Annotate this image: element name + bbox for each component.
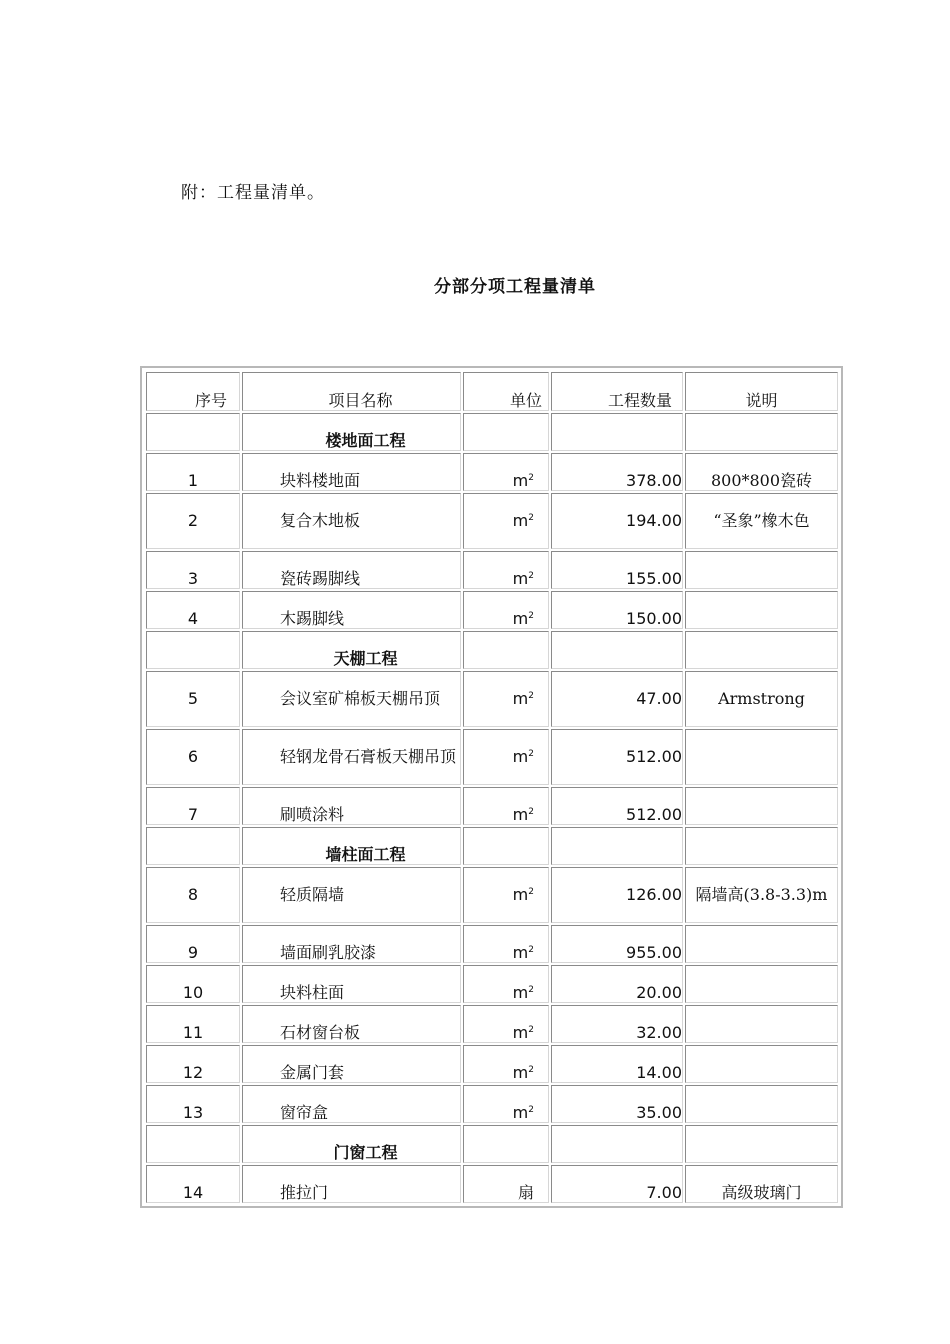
row-qty: 126.00	[551, 867, 683, 923]
row-note	[685, 551, 838, 589]
row-qty: 7.00	[551, 1165, 683, 1203]
section-row	[146, 413, 838, 451]
row-unit	[463, 925, 549, 963]
table-row	[146, 671, 838, 727]
table-row	[146, 925, 838, 963]
row-no: 1	[146, 453, 240, 491]
row-note: 隔墙高(3.8-3.3)m	[685, 867, 838, 923]
row-unit	[463, 867, 549, 923]
unit-base: m	[512, 689, 529, 708]
row-qty: 194.00	[551, 493, 683, 549]
section-qty-cell	[551, 827, 683, 865]
unit-superscript: 2	[528, 945, 534, 955]
row-unit	[463, 591, 549, 629]
row-unit	[463, 1005, 549, 1043]
row-unit: 扇	[463, 1165, 549, 1203]
row-note	[685, 1005, 838, 1043]
row-unit	[463, 551, 549, 589]
section-title: 天棚工程	[242, 631, 461, 669]
section-no-cell	[146, 413, 240, 451]
unit-superscript: 2	[528, 887, 534, 897]
row-note	[685, 1085, 838, 1123]
row-note: “圣象”橡木色	[685, 493, 838, 549]
row-name	[242, 453, 461, 491]
row-qty: 47.00	[551, 671, 683, 727]
section-row	[146, 1125, 838, 1163]
row-unit	[463, 1085, 549, 1123]
section-no-cell	[146, 631, 240, 669]
unit-base: m	[512, 1103, 529, 1122]
section-title: 楼地面工程	[242, 413, 461, 451]
row-no: 7	[146, 787, 240, 825]
row-unit	[463, 965, 549, 1003]
row-no: 3	[146, 551, 240, 589]
row-qty: 955.00	[551, 925, 683, 963]
unit-base: m	[512, 569, 529, 588]
table-row	[146, 1165, 838, 1203]
row-no: 12	[146, 1045, 240, 1083]
row-unit	[463, 787, 549, 825]
row-no: 9	[146, 925, 240, 963]
unit-superscript: 2	[528, 985, 534, 995]
row-qty: 14.00	[551, 1045, 683, 1083]
table-row	[146, 551, 838, 589]
row-note	[685, 787, 838, 825]
row-name-text: 会议室矿棉板天棚吊顶	[280, 689, 441, 708]
row-qty: 378.00	[551, 453, 683, 491]
section-qty-cell	[551, 1125, 683, 1163]
table-row	[146, 493, 838, 549]
row-qty: 512.00	[551, 729, 683, 785]
row-name-text: 石材窗台板	[280, 1023, 361, 1042]
row-no: 8	[146, 867, 240, 923]
row-name-text: 墙面刷乳胶漆	[280, 943, 377, 962]
row-name-text: 轻质隔墙	[280, 885, 345, 904]
row-name	[242, 551, 461, 589]
row-name	[242, 925, 461, 963]
header-note: 说明	[685, 372, 838, 411]
row-unit	[463, 671, 549, 727]
row-name	[242, 787, 461, 825]
row-no: 2	[146, 493, 240, 549]
table-row	[146, 729, 838, 785]
section-qty-cell	[551, 631, 683, 669]
row-name	[242, 591, 461, 629]
row-name-text: 复合木地板	[280, 511, 361, 530]
unit-superscript: 2	[528, 571, 534, 581]
row-no: 6	[146, 729, 240, 785]
section-title: 门窗工程	[242, 1125, 461, 1163]
row-name-text: 块料柱面	[280, 983, 345, 1002]
section-no-cell	[146, 827, 240, 865]
row-name-text: 窗帘盒	[280, 1103, 329, 1122]
row-note	[685, 729, 838, 785]
unit-base: m	[512, 885, 529, 904]
section-unit-cell	[463, 1125, 549, 1163]
row-no: 11	[146, 1005, 240, 1043]
row-note: Armstrong	[685, 671, 838, 727]
row-unit	[463, 493, 549, 549]
unit-base: m	[512, 943, 529, 962]
row-unit	[463, 1045, 549, 1083]
row-name-text: 轻钢龙骨石膏板天棚吊顶	[280, 747, 457, 766]
unit-base: m	[512, 747, 529, 766]
table-row	[146, 1005, 838, 1043]
section-unit-cell	[463, 413, 549, 451]
row-qty: 32.00	[551, 1005, 683, 1043]
unit-superscript: 2	[528, 513, 534, 523]
row-qty: 512.00	[551, 787, 683, 825]
unit-base: m	[512, 805, 529, 824]
unit-superscript: 2	[528, 611, 534, 621]
row-note: 高级玻璃门	[685, 1165, 838, 1203]
row-unit	[463, 729, 549, 785]
row-qty: 150.00	[551, 591, 683, 629]
row-name	[242, 1165, 461, 1203]
table-row	[146, 1045, 838, 1083]
table-row	[146, 965, 838, 1003]
unit-base: m	[512, 609, 529, 628]
unit-base: m	[512, 471, 529, 490]
row-unit	[463, 453, 549, 491]
row-name	[242, 729, 461, 785]
unit-superscript: 2	[528, 1105, 534, 1115]
row-name	[242, 965, 461, 1003]
unit-superscript: 2	[528, 691, 534, 701]
section-note-cell	[685, 827, 838, 865]
row-no: 13	[146, 1085, 240, 1123]
section-note-cell	[685, 413, 838, 451]
row-name-text: 瓷砖踢脚线	[280, 569, 361, 588]
unit-base: m	[512, 1063, 529, 1082]
row-no: 4	[146, 591, 240, 629]
section-no-cell	[146, 1125, 240, 1163]
row-qty: 155.00	[551, 551, 683, 589]
row-name-text: 金属门套	[280, 1063, 345, 1082]
row-name	[242, 1045, 461, 1083]
row-note	[685, 965, 838, 1003]
section-unit-cell	[463, 631, 549, 669]
row-name	[242, 493, 461, 549]
row-qty: 20.00	[551, 965, 683, 1003]
quantity-table	[140, 366, 843, 1208]
table-row	[146, 453, 838, 491]
section-note-cell	[685, 1125, 838, 1163]
table-row	[146, 787, 838, 825]
row-name-text: 刷喷涂料	[280, 805, 345, 824]
row-note	[685, 591, 838, 629]
unit-superscript: 2	[528, 749, 534, 759]
unit-base: m	[512, 983, 529, 1002]
row-name	[242, 867, 461, 923]
row-name-text: 推拉门	[280, 1183, 329, 1202]
unit-superscript: 2	[528, 473, 534, 483]
row-name	[242, 1005, 461, 1043]
unit-base: m	[512, 1023, 529, 1042]
unit-base: m	[512, 511, 529, 530]
row-qty: 35.00	[551, 1085, 683, 1123]
unit-superscript: 2	[528, 1065, 534, 1075]
header-unit: 单位	[463, 372, 549, 411]
row-note	[685, 1045, 838, 1083]
row-name-text: 木踢脚线	[280, 609, 345, 628]
row-name	[242, 671, 461, 727]
section-note-cell	[685, 631, 838, 669]
unit-superscript: 2	[528, 1025, 534, 1035]
header-qty: 工程数量	[551, 372, 683, 411]
row-name	[242, 1085, 461, 1123]
section-qty-cell	[551, 413, 683, 451]
table-title: 分部分项工程量清单	[434, 277, 596, 297]
row-no: 10	[146, 965, 240, 1003]
section-row	[146, 827, 838, 865]
row-note: 800*800瓷砖	[685, 453, 838, 491]
row-note	[685, 925, 838, 963]
section-title: 墙柱面工程	[242, 827, 461, 865]
header-name: 项目名称	[242, 372, 461, 411]
row-name-text: 块料楼地面	[280, 471, 361, 490]
table-row	[146, 1085, 838, 1123]
table-row	[146, 867, 838, 923]
section-row	[146, 631, 838, 669]
table-header	[146, 372, 838, 411]
attachment-line: 附：工程量清单。	[181, 183, 325, 203]
row-no: 14	[146, 1165, 240, 1203]
row-no: 5	[146, 671, 240, 727]
section-unit-cell	[463, 827, 549, 865]
table-row	[146, 591, 838, 629]
unit-superscript: 2	[528, 807, 534, 817]
header-no: 序号	[146, 372, 240, 411]
